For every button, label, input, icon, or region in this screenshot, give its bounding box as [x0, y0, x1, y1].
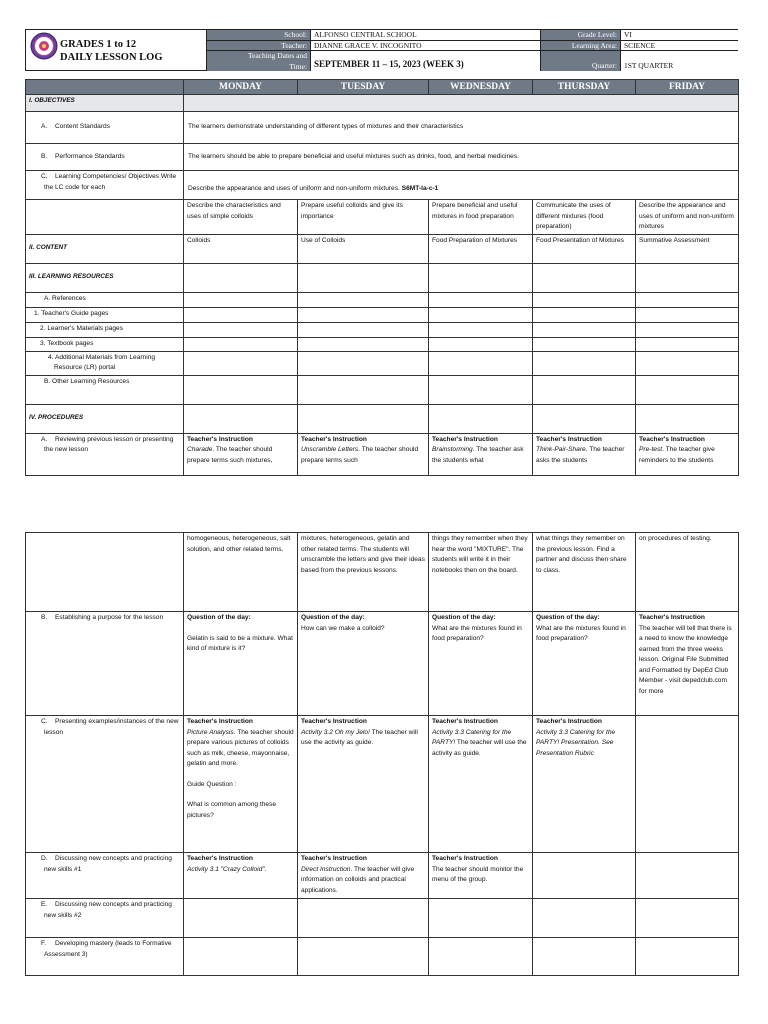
purpose-tuesday	[298, 612, 429, 716]
lm-tue	[298, 322, 429, 337]
ref-wed	[429, 292, 533, 307]
concepts1-mon-activity: Activity 3.1 "Crazy Colloid".	[187, 865, 267, 873]
objective-friday: Describe the appearance and uses of uniform and non-uniform mixtures	[636, 200, 739, 235]
concepts1-friday	[636, 853, 739, 899]
teachers-guide-label: 1. Teacher's Guide pages	[26, 307, 184, 322]
tb-fri	[636, 337, 739, 351]
references-label: A. References	[26, 292, 184, 307]
purpose-mon-gap	[187, 624, 294, 634]
review-monday-cont: homogeneous, heterogeneous, salt solution, and other related terms.	[184, 533, 298, 612]
tg-mon	[184, 307, 298, 322]
proc-mon	[184, 404, 298, 433]
or-tue	[298, 375, 429, 404]
topic-wednesday: Food Preparation of Mixtures	[429, 234, 533, 263]
reviewing-label-text: Reviewing previous lesson or presenting the new lesson	[44, 435, 174, 453]
examples-num: C.	[41, 718, 48, 725]
review-thu-heading: Teacher's Instruction	[536, 435, 602, 443]
purpose-fri-heading: Teacher's Instruction	[639, 614, 705, 621]
corner-header	[26, 80, 184, 95]
am-thu	[533, 351, 636, 375]
deped-seal-icon	[30, 32, 58, 60]
concepts1-tue-activity: Direct Instruction	[301, 865, 351, 873]
brand-line-2: DAILY LESSON LOG	[60, 52, 163, 63]
purpose-label-text: Establishing a purpose for the lesson	[55, 614, 164, 621]
concepts2-thu	[533, 899, 636, 938]
purpose-monday	[184, 612, 298, 716]
purpose-wednesday	[429, 612, 533, 716]
purpose-num: B.	[41, 614, 48, 621]
concepts1-thursday	[533, 853, 636, 899]
competencies-num: C.	[41, 173, 48, 180]
am-fri	[636, 351, 739, 375]
quarter-label: Quarter:	[540, 50, 620, 71]
examples-mon-activity: Picture Analysis	[187, 728, 234, 736]
review-tue-heading: Teacher's Instruction	[301, 435, 367, 443]
textbook-label: 3. Textbook pages	[26, 337, 184, 351]
review-tue-activity: Unscramble Letters	[301, 446, 359, 453]
examples-thu-activity: Activity 3.3 Catering for the PARTY! Presentation. See Presentation Rubric	[536, 728, 616, 757]
tg-tue	[298, 307, 429, 322]
examples-wed-heading: Teacher's Instruction	[432, 718, 498, 725]
concepts2-wed	[429, 899, 533, 938]
concepts2-label	[26, 899, 184, 938]
objective-monday: Describe the characteristics and uses of simple colloids	[184, 200, 298, 235]
review-thu-activity: Think-Pair-Share	[536, 446, 586, 453]
resources-tue	[298, 263, 429, 292]
content-standards-num: A.	[41, 123, 48, 131]
resources-mon	[184, 263, 298, 292]
examples-mon-gap	[187, 770, 294, 780]
ref-thu	[533, 292, 636, 307]
ref-mon	[184, 292, 298, 307]
objective-wednesday: Prepare beneficial and useful mixtures in food preparation	[429, 200, 533, 235]
mastery-thu	[533, 938, 636, 976]
review-tuesday-cont: mixtures, heterogeneous, gelatin and other related terms. The students will unscramble the letters and give their ideas based from the previous lessons.	[298, 533, 429, 612]
lesson-log-table-page2	[25, 532, 739, 976]
competencies-desc: Describe the appearance and uses of uniform and non-uniform mixtures.	[188, 184, 400, 192]
resources-title: III. LEARNING RESOURCES	[26, 263, 184, 292]
examples-mon-guide: Guide Question :	[187, 780, 237, 788]
examples-mon-text: . The teacher should prepare various pictures of colloids such as milk, cheese, mayonnaise, gelatin and more.	[187, 728, 294, 767]
examples-tuesday	[298, 716, 429, 853]
content-standards-text: The learners demonstrate understanding of different types of mixtures and their characteristics	[184, 112, 739, 144]
grade-label: Grade Level:	[540, 29, 620, 40]
objective-thursday: Communicate the uses of different mixtures (food preparation)	[533, 200, 636, 235]
school-value: ALFONSO CENTRAL SCHOOL	[310, 29, 540, 40]
examples-label	[26, 716, 184, 853]
purpose-friday	[636, 612, 739, 716]
quarter-value: 1ST QUARTER	[620, 50, 738, 71]
day-header-wednesday: WEDNESDAY	[429, 80, 533, 95]
objective-tuesday: Prepare useful colloids and give its importance	[298, 200, 429, 235]
reviewing-num: A.	[41, 435, 48, 443]
topic-friday: Summative Assessment	[636, 234, 739, 263]
day-header-friday: FRIDAY	[636, 80, 739, 95]
tb-thu	[533, 337, 636, 351]
lm-wed	[429, 322, 533, 337]
concepts1-label-text: Discussing new concepts and practicing new skills #1	[44, 855, 172, 873]
mastery-label-text: Developing mastery (leads to Formative Assessment 3)	[44, 940, 172, 958]
proc-wed	[429, 404, 533, 433]
performance-standards-num: B.	[41, 152, 48, 160]
examples-friday	[636, 716, 739, 853]
topic-tuesday: Use of Colloids	[298, 234, 429, 263]
review-thursday	[533, 433, 636, 475]
performance-standards-label	[26, 144, 184, 171]
examples-monday	[184, 716, 298, 853]
review-wed-heading: Teacher's Instruction	[432, 435, 498, 443]
continued-label	[26, 533, 184, 612]
review-mon-activity: Charade	[187, 446, 213, 453]
day-header-thursday: THURSDAY	[533, 80, 636, 95]
topic-monday: Colloids	[184, 234, 298, 263]
other-resources-label: B. Other Learning Resources	[26, 375, 184, 404]
additional-materials-label: 4. Additional Materials from Learning Resource (LR) portal	[26, 351, 184, 375]
purpose-mon-heading: Question of the day:	[187, 614, 251, 621]
competencies-code: S6MT-Ia-c-1	[401, 184, 439, 192]
area-label: Learning Area:	[540, 40, 620, 50]
review-mon-heading: Teacher's Instruction	[187, 435, 253, 443]
purpose-thursday	[533, 612, 636, 716]
mastery-wed	[429, 938, 533, 976]
concepts1-num: D.	[41, 855, 48, 862]
tb-tue	[298, 337, 429, 351]
examples-thu-heading: Teacher's Instruction	[536, 718, 602, 725]
mastery-num: F.	[41, 940, 47, 947]
concepts2-fri	[636, 899, 739, 938]
tg-wed	[429, 307, 533, 322]
purpose-wed-text: What are the mixtures found in food preparation?	[432, 624, 522, 642]
purpose-wed-heading: Question of the day:	[432, 614, 496, 621]
learners-materials-label: 2. Learner's Materials pages	[26, 322, 184, 337]
review-tue-text: . The teacher should prepare terms such	[301, 446, 419, 464]
concepts1-tue-text: . The teacher will give information on colloids and practical applications.	[301, 865, 415, 894]
review-wednesday-cont: things they remember when they hear the word "MIXTURE". The students will write it in their notebooks then on the board.	[429, 533, 533, 612]
review-monday	[184, 433, 298, 475]
lm-mon	[184, 322, 298, 337]
resources-fri	[636, 263, 739, 292]
concepts1-label	[26, 853, 184, 899]
dates-value: SEPTEMBER 11 – 15, 2023 (WEEK 3)	[310, 50, 540, 71]
ref-fri	[636, 292, 739, 307]
purpose-fri-text: The teacher will tell that there is a need to know the knowledge earned from the three weeks lesson. Original File Submitted and Formatted by DepEd Club Member - visit depedclub.com for more	[639, 624, 732, 695]
teacher-value: DIANNE GRACE V. INCOGNITO	[310, 40, 540, 50]
review-wed-text: . The teacher ask the students what	[432, 446, 524, 464]
reviewing-label	[26, 433, 184, 475]
mastery-label	[26, 938, 184, 976]
examples-tue-activity: Activity 3.2 Oh my Jelo!	[301, 728, 370, 736]
concepts1-monday	[184, 853, 298, 899]
concepts1-wednesday	[429, 853, 533, 899]
dates-label	[206, 50, 310, 71]
concepts1-wed-heading: Teacher's Instruction	[432, 855, 498, 862]
examples-mon-question: What is common among these pictures?	[187, 801, 277, 819]
am-mon	[184, 351, 298, 375]
lm-thu	[533, 322, 636, 337]
review-fri-text: . The teacher give reminders to the students	[639, 446, 715, 464]
concepts1-wed-text: The teacher should monitor the menu of the group.	[432, 865, 524, 883]
examples-wed-text: The teacher will use the activity as guide.	[432, 739, 527, 757]
mastery-tue	[298, 938, 429, 976]
day-header-tuesday: TUESDAY	[298, 80, 429, 95]
competencies-label-text: Learning Competencies/ Objectives Write the LC code for each	[44, 173, 177, 191]
review-tuesday	[298, 433, 429, 475]
daily-objectives-label	[26, 200, 184, 235]
concepts2-mon	[184, 899, 298, 938]
resources-thu	[533, 263, 636, 292]
proc-tue	[298, 404, 429, 433]
concepts1-tuesday	[298, 853, 429, 899]
review-thu-text: . The teacher asks the students	[536, 446, 625, 464]
competencies-label	[26, 171, 184, 200]
examples-mon-heading: Teacher's Instruction	[187, 718, 253, 725]
resources-wed	[429, 263, 533, 292]
review-wednesday	[429, 433, 533, 475]
topic-thursday: Food Presentation of Mixtures	[533, 234, 636, 263]
day-header-monday: MONDAY	[184, 80, 298, 95]
examples-wed-activity: Activity 3.3 Catering for the PARTY!	[432, 728, 512, 746]
review-friday	[636, 433, 739, 475]
dates-label-line1: Teaching Dates and	[247, 51, 307, 60]
am-tue	[298, 351, 429, 375]
concepts2-num: E.	[41, 901, 48, 908]
performance-standards-label-text: Performance Standards	[55, 152, 125, 160]
review-friday-cont: on procedures of testing.	[636, 533, 739, 612]
objectives-title-fill	[184, 95, 739, 112]
brand-line-1: GRADES 1 to 12	[60, 39, 137, 50]
purpose-thu-text: What are the mixtures found in food preparation?	[536, 624, 626, 642]
lm-fri	[636, 322, 739, 337]
competencies-text	[184, 171, 739, 200]
ref-tue	[298, 292, 429, 307]
content-standards-label	[26, 112, 184, 144]
review-fri-activity: Pre-test	[639, 446, 663, 453]
mastery-fri	[636, 938, 739, 976]
examples-thursday	[533, 716, 636, 853]
mastery-mon	[184, 938, 298, 976]
proc-fri	[636, 404, 739, 433]
or-mon	[184, 375, 298, 404]
purpose-thu-heading: Question of the day:	[536, 614, 600, 621]
grade-value: VI	[620, 29, 738, 40]
content-title: II. CONTENT	[26, 234, 184, 263]
review-fri-heading: Teacher's Instruction	[639, 435, 705, 443]
area-value: SCIENCE	[620, 40, 738, 50]
examples-tue-text: The teacher will use the activity as guide.	[301, 728, 418, 746]
procedures-title: IV. PROCEDURES	[26, 404, 184, 433]
proc-thu	[533, 404, 636, 433]
or-wed	[429, 375, 533, 404]
tb-wed	[429, 337, 533, 351]
purpose-mon-text: Gelatin is said to be a mixture. What kind of mixture is it?	[187, 634, 293, 652]
review-wed-activity: Brainstorming	[432, 446, 473, 453]
school-label: School:	[206, 29, 310, 40]
tg-thu	[533, 307, 636, 322]
purpose-tue-text: How can we make a colloid?	[301, 624, 385, 632]
concepts1-tue-heading: Teacher's Instruction	[301, 855, 367, 862]
concepts1-mon-heading: Teacher's Instruction	[187, 855, 253, 862]
examples-label-text: Presenting examples/instances of the new lesson	[44, 718, 179, 736]
tb-mon	[184, 337, 298, 351]
examples-mon-gap2	[187, 790, 294, 800]
objectives-title: I. OBJECTIVES	[26, 95, 184, 112]
or-thu	[533, 375, 636, 404]
purpose-tue-heading: Question of the day:	[301, 614, 365, 621]
performance-standards-text: The learners should be able to prepare beneficial and useful mixtures such as drinks, food, and herbal medicines.	[184, 144, 739, 171]
examples-tue-heading: Teacher's Instruction	[301, 718, 367, 725]
review-mon-text: . The teacher should prepare terms such mixtures,	[187, 446, 273, 464]
am-wed	[429, 351, 533, 375]
tg-fri	[636, 307, 739, 322]
examples-wednesday	[429, 716, 533, 853]
purpose-label	[26, 612, 184, 716]
concepts2-tue	[298, 899, 429, 938]
concepts2-label-text: Discussing new concepts and practicing new skills #2	[44, 901, 172, 919]
lesson-log-table-page1	[25, 79, 739, 476]
dates-label-line2: Time:	[289, 62, 307, 71]
or-fri	[636, 375, 739, 404]
teacher-label: Teacher:	[206, 40, 310, 50]
review-thursday-cont: what things they remember on the previous lesson. Find a partner and discuss then share to class.	[533, 533, 636, 612]
content-standards-label-text: Content Standards	[55, 123, 110, 131]
